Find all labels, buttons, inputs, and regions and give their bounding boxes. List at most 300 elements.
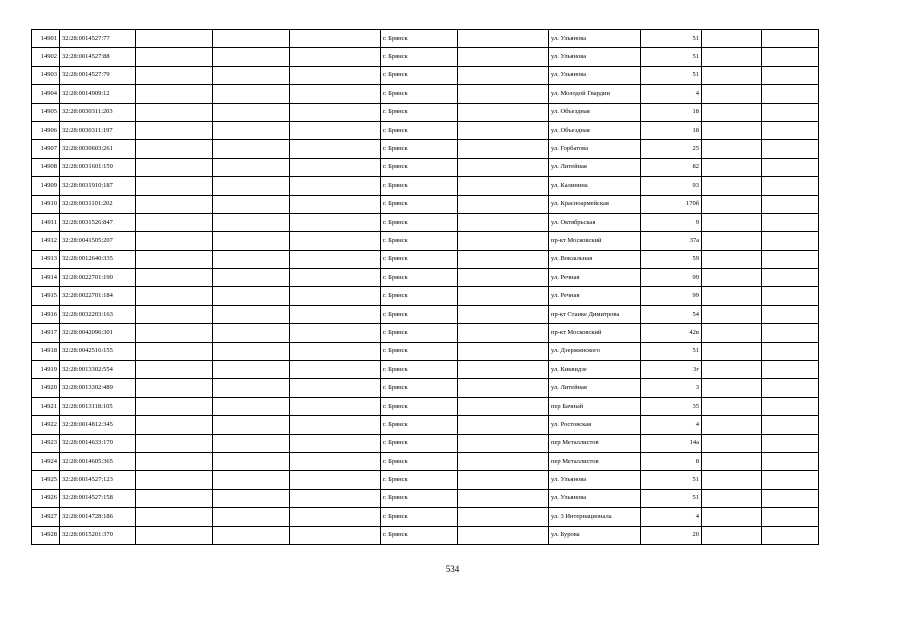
cell-record-number: 14904 [32,85,60,103]
cell-empty [458,452,549,470]
cell-empty [136,30,213,48]
cell-house-number: 8 [641,452,702,470]
cell-street: ул. Ульянова [549,489,641,507]
cell-city: г. Брянск [381,434,458,452]
cell-empty [290,121,381,139]
page-number: 534 [445,564,460,574]
cell-empty [290,103,381,121]
cell-empty [702,269,762,287]
cell-empty [702,471,762,489]
cell-empty [136,158,213,176]
cell-street: ул. Ульянова [549,471,641,489]
cell-empty [290,508,381,526]
table-row [32,250,819,268]
cell-empty [762,269,819,287]
table-row [32,452,819,470]
cell-street: ул. Ульянова [549,48,641,66]
cell-empty [458,324,549,342]
cell-city: г. Брянск [381,342,458,360]
cell-empty [290,526,381,544]
cell-cadastral-number: 32:28:0013118:105 [60,397,136,415]
cell-cadastral-number: 32:28:0031910:187 [60,177,136,195]
cell-empty [762,526,819,544]
table-row [32,269,819,287]
cell-empty [458,361,549,379]
cell-house-number: 42в [641,324,702,342]
cell-empty [458,48,549,66]
table-row [32,434,819,452]
cell-city: г. Брянск [381,471,458,489]
cell-cadastral-number: 32:28:0014728:186 [60,508,136,526]
cell-record-number: 14910 [32,195,60,213]
cell-cadastral-number: 32:28:0013302:489 [60,379,136,397]
cell-street: ул. Ульянова [549,66,641,84]
cell-house-number: 18 [641,103,702,121]
cell-empty [702,526,762,544]
cell-street: ул. Калинина [549,177,641,195]
cell-empty [702,416,762,434]
cell-record-number: 14922 [32,416,60,434]
cell-cadastral-number: 32:28:0014527:88 [60,48,136,66]
cell-empty [136,489,213,507]
cell-cadastral-number: 32:28:0041505:207 [60,232,136,250]
cell-empty [136,379,213,397]
cell-empty [290,434,381,452]
cell-empty [290,324,381,342]
cell-empty [702,379,762,397]
cell-empty [702,158,762,176]
cell-house-number: 14а [641,434,702,452]
cell-house-number: 9 [641,213,702,231]
cell-empty [702,213,762,231]
cell-empty [290,269,381,287]
cell-empty [458,305,549,323]
cell-cadastral-number: 32:28:0030603:261 [60,140,136,158]
cell-street: ул. Объездная [549,103,641,121]
cell-empty [290,305,381,323]
cell-empty [136,177,213,195]
cell-empty [213,324,290,342]
cell-empty [213,508,290,526]
cell-empty [458,213,549,231]
cell-record-number: 14923 [32,434,60,452]
cell-empty [136,103,213,121]
cell-empty [213,489,290,507]
cell-empty [290,342,381,360]
cell-empty [213,361,290,379]
cell-record-number: 14920 [32,379,60,397]
cell-house-number: 99 [641,287,702,305]
cell-empty [213,250,290,268]
cell-empty [702,177,762,195]
cell-empty [136,397,213,415]
cell-empty [702,508,762,526]
cell-empty [702,361,762,379]
cell-cadastral-number: 32:28:0031101:202 [60,195,136,213]
table-row [32,471,819,489]
cell-house-number: 51 [641,66,702,84]
cell-empty [458,489,549,507]
cell-empty [136,269,213,287]
table-row [32,195,819,213]
cell-empty [702,85,762,103]
cell-empty [762,434,819,452]
cell-empty [290,213,381,231]
cell-street: ул. Дзержинского [549,342,641,360]
cell-cadastral-number: 32:28:0014527:158 [60,489,136,507]
cell-city: г. Брянск [381,269,458,287]
cell-cadastral-number: 32:28:0014633:170 [60,434,136,452]
cell-empty [290,140,381,158]
cell-street: ул. Ростовская [549,416,641,434]
table-row [32,232,819,250]
cell-record-number: 14914 [32,269,60,287]
cell-street: ул. Киквидзе [549,361,641,379]
cell-empty [762,324,819,342]
table-row [32,48,819,66]
cell-cadastral-number: 32:28:0022701:184 [60,287,136,305]
cell-empty [458,177,549,195]
cell-empty [762,397,819,415]
cell-city: г. Брянск [381,452,458,470]
cell-empty [458,269,549,287]
cell-empty [290,452,381,470]
table-row [32,30,819,48]
table-row [32,103,819,121]
cell-street: пер Металлистов [549,434,641,452]
cell-city: г. Брянск [381,30,458,48]
cell-cadastral-number: 32:28:0022701:190 [60,269,136,287]
cell-city: г. Брянск [381,416,458,434]
register-table-body [32,30,819,545]
cell-empty [762,140,819,158]
cell-empty [762,195,819,213]
cell-empty [458,121,549,139]
cell-empty [213,158,290,176]
cell-empty [458,526,549,544]
cell-empty [213,342,290,360]
cell-city: г. Брянск [381,397,458,415]
cell-street: ул. Горбатова [549,140,641,158]
cell-empty [213,48,290,66]
cell-cadastral-number: 32:28:0042096:301 [60,324,136,342]
cell-empty [136,305,213,323]
cell-record-number: 14925 [32,471,60,489]
cell-empty [136,250,213,268]
cell-empty [290,397,381,415]
cell-empty [290,177,381,195]
cell-empty [136,342,213,360]
cell-empty [136,434,213,452]
cell-record-number: 14913 [32,250,60,268]
cell-empty [290,416,381,434]
cell-cadastral-number: 32:28:0042516:155 [60,342,136,360]
cell-record-number: 14928 [32,526,60,544]
cell-empty [702,140,762,158]
cell-empty [136,508,213,526]
cell-empty [458,342,549,360]
cell-cadastral-number: 32:28:0032203:163 [60,305,136,323]
cell-city: г. Брянск [381,489,458,507]
cell-city: г. Брянск [381,526,458,544]
cell-cadastral-number: 32:28:0012640:335 [60,250,136,268]
cell-empty [213,140,290,158]
cell-empty [290,471,381,489]
cell-empty [458,30,549,48]
cell-empty [290,195,381,213]
cell-city: г. Брянск [381,48,458,66]
cell-city: г. Брянск [381,250,458,268]
cell-record-number: 14903 [32,66,60,84]
cell-empty [213,103,290,121]
cell-street: ул. 3 Интернационала [549,508,641,526]
cell-empty [762,361,819,379]
table-row [32,416,819,434]
cell-empty [458,250,549,268]
cell-record-number: 14906 [32,121,60,139]
cell-empty [458,232,549,250]
cell-empty [762,471,819,489]
cell-street: пер Металлистов [549,452,641,470]
cell-empty [702,489,762,507]
cell-empty [702,232,762,250]
cell-house-number: 25 [641,140,702,158]
cell-empty [702,48,762,66]
cell-empty [213,526,290,544]
cell-empty [136,213,213,231]
cell-empty [290,30,381,48]
cell-city: г. Брянск [381,140,458,158]
cell-street: ул. Бурова [549,526,641,544]
cell-empty [458,66,549,84]
cell-city: г. Брянск [381,85,458,103]
cell-record-number: 14921 [32,397,60,415]
cell-empty [762,158,819,176]
cell-empty [136,66,213,84]
cell-empty [762,103,819,121]
table-row [32,361,819,379]
cell-empty [458,158,549,176]
cell-empty [290,250,381,268]
cell-house-number: 4 [641,85,702,103]
cell-empty [458,287,549,305]
cell-record-number: 14918 [32,342,60,360]
cell-house-number: 20 [641,526,702,544]
cell-empty [136,452,213,470]
cell-empty [702,287,762,305]
cell-city: г. Брянск [381,103,458,121]
cell-empty [702,103,762,121]
cell-house-number: 3г [641,361,702,379]
cell-empty [702,195,762,213]
table-row [32,287,819,305]
cell-cadastral-number: 32:28:0014812:345 [60,416,136,434]
table-row [32,508,819,526]
cell-cadastral-number: 32:28:0015201:370 [60,526,136,544]
cell-city: г. Брянск [381,121,458,139]
cell-empty [213,195,290,213]
table-row [32,526,819,544]
cell-house-number: 35 [641,397,702,415]
cell-empty [458,85,549,103]
cell-empty [762,121,819,139]
cell-house-number: 51 [641,489,702,507]
cell-empty [136,526,213,544]
cell-empty [213,232,290,250]
cell-empty [136,140,213,158]
cell-city: г. Брянск [381,158,458,176]
cell-house-number: 82 [641,158,702,176]
register-table [31,29,819,545]
cell-empty [213,177,290,195]
table-row [32,85,819,103]
cell-record-number: 14916 [32,305,60,323]
cell-empty [290,66,381,84]
cell-empty [762,287,819,305]
cell-empty [213,471,290,489]
cell-street: ул. Речная [549,287,641,305]
cell-empty [213,452,290,470]
table-row [32,324,819,342]
cell-street: ул. Октябрьская [549,213,641,231]
cell-empty [213,30,290,48]
cell-empty [762,85,819,103]
cell-city: г. Брянск [381,324,458,342]
cell-record-number: 14902 [32,48,60,66]
cell-street: ул. Красноармейская [549,195,641,213]
cell-empty [458,195,549,213]
cell-record-number: 14924 [32,452,60,470]
cell-empty [136,48,213,66]
cell-empty [702,452,762,470]
cell-empty [213,379,290,397]
cell-empty [458,508,549,526]
cell-empty [762,213,819,231]
cell-empty [290,232,381,250]
table-row [32,213,819,231]
table-row [32,342,819,360]
cell-record-number: 14911 [32,213,60,231]
cell-cadastral-number: 32:28:0014909:12 [60,85,136,103]
cell-street: пр-кт Московский [549,324,641,342]
cell-empty [136,195,213,213]
cell-empty [762,379,819,397]
cell-empty [136,324,213,342]
cell-empty [702,121,762,139]
cell-street: пр-кт Московский [549,232,641,250]
cell-cadastral-number: 32:28:0030311:203 [60,103,136,121]
cell-empty [290,287,381,305]
cell-record-number: 14917 [32,324,60,342]
cell-record-number: 14909 [32,177,60,195]
cell-cadastral-number: 32:28:0031526:847 [60,213,136,231]
cell-empty [702,397,762,415]
cell-house-number: 4 [641,508,702,526]
cell-empty [762,250,819,268]
table-row [32,177,819,195]
table-row [32,121,819,139]
cell-empty [136,85,213,103]
cell-cadastral-number: 32:28:0014527:77 [60,30,136,48]
cell-empty [213,121,290,139]
table-row [32,489,819,507]
cell-record-number: 14915 [32,287,60,305]
cell-empty [702,434,762,452]
cell-street: ул. Литейная [549,379,641,397]
cell-empty [458,103,549,121]
table-row [32,158,819,176]
cell-house-number: 93 [641,177,702,195]
cell-empty [136,287,213,305]
cell-empty [136,471,213,489]
cell-empty [290,158,381,176]
cell-street: пр-кт Станке Димитрова [549,305,641,323]
cell-empty [762,452,819,470]
table-row [32,66,819,84]
table-row [32,379,819,397]
cell-empty [290,379,381,397]
cell-empty [136,361,213,379]
cell-empty [290,489,381,507]
cell-empty [213,66,290,84]
cell-street: ул. Вокзальная [549,250,641,268]
cell-empty [762,48,819,66]
cell-empty [702,66,762,84]
cell-city: г. Брянск [381,379,458,397]
cell-empty [213,85,290,103]
cell-house-number: 37а [641,232,702,250]
cell-city: г. Брянск [381,66,458,84]
cell-empty [762,177,819,195]
cell-empty [213,416,290,434]
cell-empty [702,30,762,48]
cell-empty [702,324,762,342]
cell-empty [762,66,819,84]
cell-empty [702,305,762,323]
cell-empty [136,416,213,434]
cell-empty [702,342,762,360]
cell-empty [213,287,290,305]
cell-empty [458,434,549,452]
cell-record-number: 14908 [32,158,60,176]
cell-street: ул. Литейная [549,158,641,176]
table-row [32,305,819,323]
cell-empty [762,416,819,434]
cell-cadastral-number: 32:28:0013302:554 [60,361,136,379]
cell-record-number: 14912 [32,232,60,250]
cell-record-number: 14907 [32,140,60,158]
cell-street: ул. Ульянова [549,30,641,48]
cell-city: г. Брянск [381,287,458,305]
cell-empty [136,232,213,250]
cell-house-number: 51 [641,342,702,360]
cell-house-number: 99 [641,269,702,287]
cell-empty [290,361,381,379]
cell-cadastral-number: 32:28:0014605:365 [60,452,136,470]
cell-street: ул. Объездная [549,121,641,139]
cell-empty [762,30,819,48]
cell-city: г. Брянск [381,508,458,526]
cell-empty [213,397,290,415]
cell-house-number: 18 [641,121,702,139]
cell-house-number: 51 [641,30,702,48]
cell-empty [290,85,381,103]
cell-house-number: 59 [641,250,702,268]
cell-empty [762,489,819,507]
cell-city: г. Брянск [381,195,458,213]
cell-empty [458,379,549,397]
cell-empty [213,305,290,323]
